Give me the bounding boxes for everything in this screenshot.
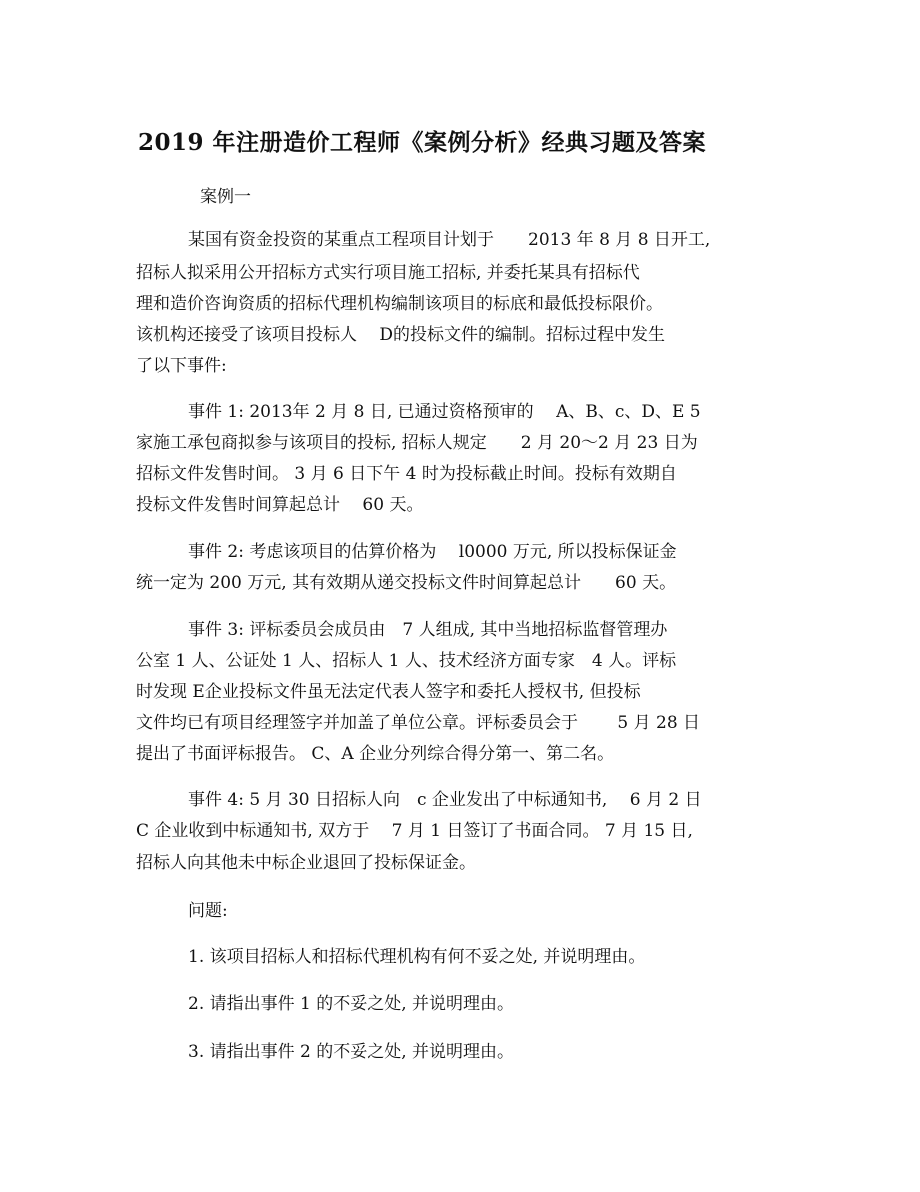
questions-label: 问题: (188, 901, 228, 921)
paragraph-line: 家施工承包商拟参与该项目的投标, 招标人规定 2 月 20～2 月 23 日为 (136, 433, 698, 453)
paragraph-line: 投标文件发售时间算起总计 60 天。 (136, 495, 424, 515)
paragraph-line: 事件 2: 考虑该项目的估算价格为 l0000 万元, 所以投标保证金 (188, 542, 677, 562)
paragraph-line: 该机构还接受了该项目投标人 D的投标文件的编制。招标过程中发生 (136, 325, 666, 345)
question-item: 2. 请指出事件 1 的不妥之处, 并说明理由。 (188, 994, 515, 1014)
paragraph-line: 提出了书面评标报告。 C、A 企业分列综合得分第一、第二名。 (136, 744, 615, 764)
paragraph-line: 了以下事件: (136, 356, 227, 376)
document-title: 2019 年注册造价工程师《案例分析》经典习题及答案 (138, 129, 707, 156)
question-item: 3. 请指出事件 2 的不妥之处, 并说明理由。 (188, 1042, 515, 1062)
paragraph-line: 事件 1: 2013年 2 月 8 日, 已通过资格预审的 A、B、c、D、E 5 (188, 402, 701, 422)
paragraph-line: 公室 1 人、公证处 1 人、招标人 1 人、技术经济方面专家 4 人。评标 (136, 651, 677, 671)
paragraph-line: 统一定为 200 万元, 其有效期从递交投标文件时间算起总计 60 天。 (136, 573, 677, 593)
case-label: 案例一 (200, 187, 251, 207)
paragraph-line: 文件均已有项目经理签字并加盖了单位公章。评标委员会于 5 月 28 日 (136, 713, 701, 733)
paragraph-line: 招标人拟采用公开招标方式实行项目施工招标, 并委托某具有招标代 (136, 263, 640, 283)
paragraph-line: 招标文件发售时间。 3 月 6 日下午 4 时为投标截止时间。投标有效期自 (136, 464, 677, 484)
paragraph-line: 理和造价咨询资质的招标代理机构编制该项目的标底和最低投标限价。 (136, 294, 663, 314)
paragraph-line: 事件 4: 5 月 30 日招标人向 c 企业发出了中标通知书, 6 月 2 日 (188, 790, 702, 810)
question-item: 1. 该项目招标人和招标代理机构有何不妥之处, 并说明理由。 (188, 947, 646, 967)
paragraph-line: 某国有资金投资的某重点工程项目计划于 2013 年 8 月 8 日开工, (188, 230, 711, 250)
paragraph-line: C 企业收到中标通知书, 双方于 7 月 1 日签订了书面合同。 7 月 15 日, (136, 821, 693, 841)
paragraph-line: 招标人向其他未中标企业退回了投标保证金。 (136, 853, 476, 873)
paragraph-line: 事件 3: 评标委员会成员由 7 人组成, 其中当地招标监督管理办 (188, 620, 668, 640)
paragraph-line: 时发现 E企业投标文件虽无法定代表人签字和委托人授权书, 但投标 (136, 682, 641, 702)
